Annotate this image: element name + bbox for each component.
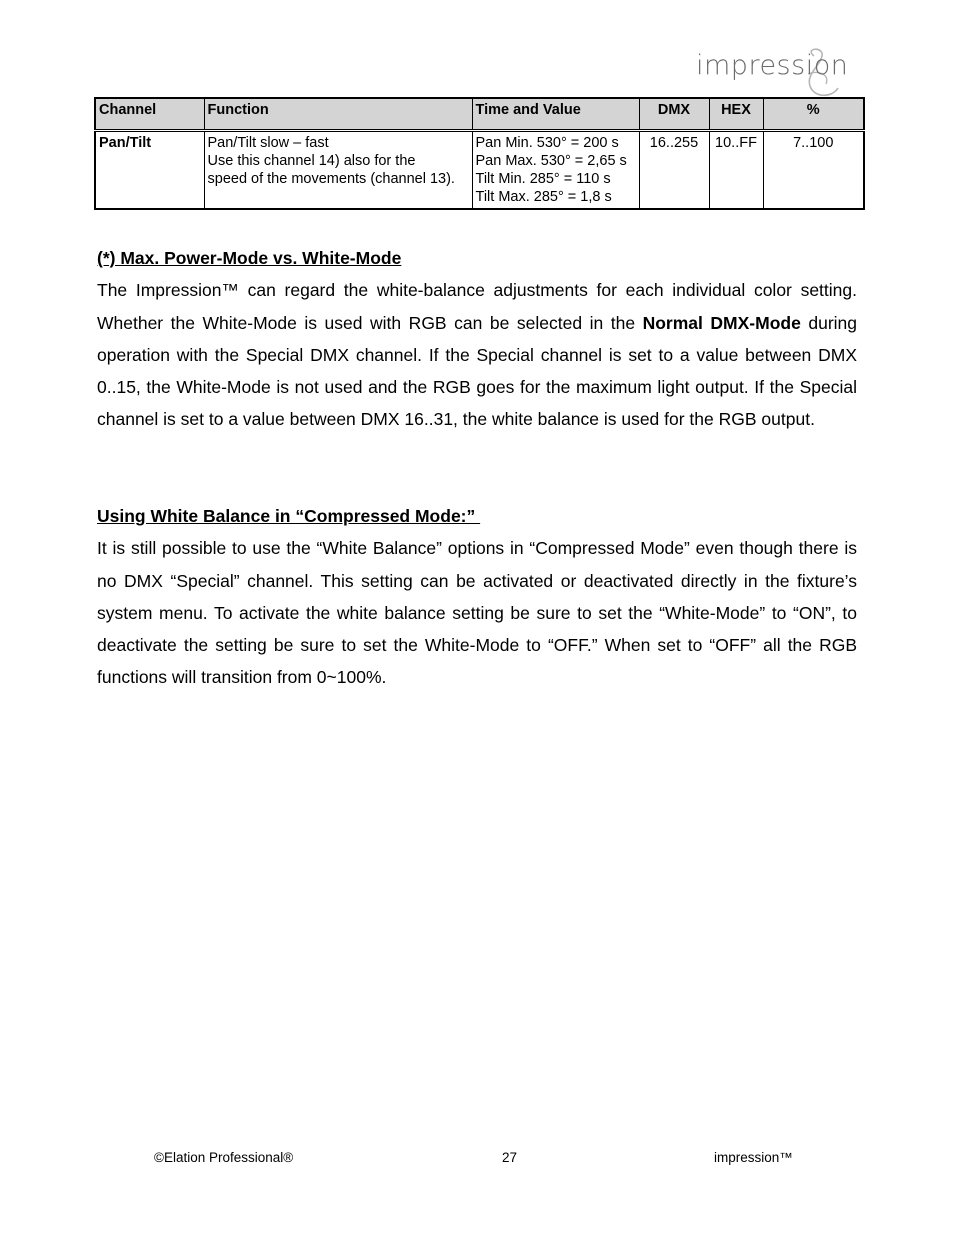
footer-page-number: 27 <box>502 1150 518 1165</box>
section-power-vs-white-mode <box>97 242 857 436</box>
cell-dmx: 16..255 <box>639 130 709 209</box>
time-line: Pan Max. 530° = 2,65 s <box>475 152 627 169</box>
cell-hex: 10..FF <box>709 130 763 209</box>
cell-function <box>204 130 472 209</box>
column-header-function: Function <box>204 98 472 130</box>
section-paragraph: It is still possible to use the “White Balance” options in “Compressed Mode” even though there is no DMX “Special” channel. This setting can be activated or deactivated directly in the fixture’s system menu. To activate the white balance setting be sure to set the “White-Mode” to “ON”, to deactivate the setting be sure to set the White-Mode to “OFF.” When set to “OFF” all the RGB functions will transition from 0~100%. <box>97 538 857 688</box>
column-header-percent: % <box>763 98 864 130</box>
function-line: speed of the movements (channel 13). <box>207 170 455 187</box>
function-line: Use this channel 14) also for the <box>207 152 416 169</box>
paragraph-text: The Impression™ can regard the white-balance adjustments for each individual color setting. Whether the White-Mode is used with RGB can be selected in the <box>97 280 857 333</box>
paragraph-text: during operation with the Special DMX channel. If the Special channel is set to a value between DMX 0..15, the White-Mode is not used and the RGB goes for the maximum light output. If the Special channel is set to a value between DMX 16..31, the white balance is used for the RGB output. <box>97 312 858 430</box>
section-compressed-mode <box>97 500 857 694</box>
section-heading: (*) Max. Power-Mode vs. White-Mode <box>97 248 402 268</box>
brand-logo <box>696 44 861 102</box>
section-heading: Using White Balance in “Compressed Mode:” <box>97 506 481 526</box>
time-line: Tilt Max. 285° = 1,8 s <box>475 188 612 205</box>
time-line: Tilt Min. 285° = 110 s <box>475 170 611 187</box>
function-line: Pan/Tilt slow – fast <box>207 134 329 151</box>
footer-copyright: ©Elation Professional® <box>154 1150 294 1165</box>
paragraph-bold-text: Normal DMX-Mode <box>642 312 801 333</box>
logo-wordmark: impression <box>696 50 849 81</box>
cell-percent: 7..100 <box>763 130 864 209</box>
channel-spec-table <box>94 97 865 210</box>
column-header-hex: HEX <box>709 98 763 130</box>
column-header-time-value: Time and Value <box>472 98 639 130</box>
cell-channel: Pan/Tilt <box>95 130 204 209</box>
table-header-row <box>95 98 864 130</box>
column-header-dmx: DMX <box>639 98 709 130</box>
cell-time-value <box>472 130 639 209</box>
time-line: Pan Min. 530° = 200 s <box>475 134 619 151</box>
table-row <box>95 130 864 209</box>
footer-product-name: impression™ <box>714 1150 793 1165</box>
section-paragraph <box>97 274 857 435</box>
column-header-channel: Channel <box>95 98 204 130</box>
